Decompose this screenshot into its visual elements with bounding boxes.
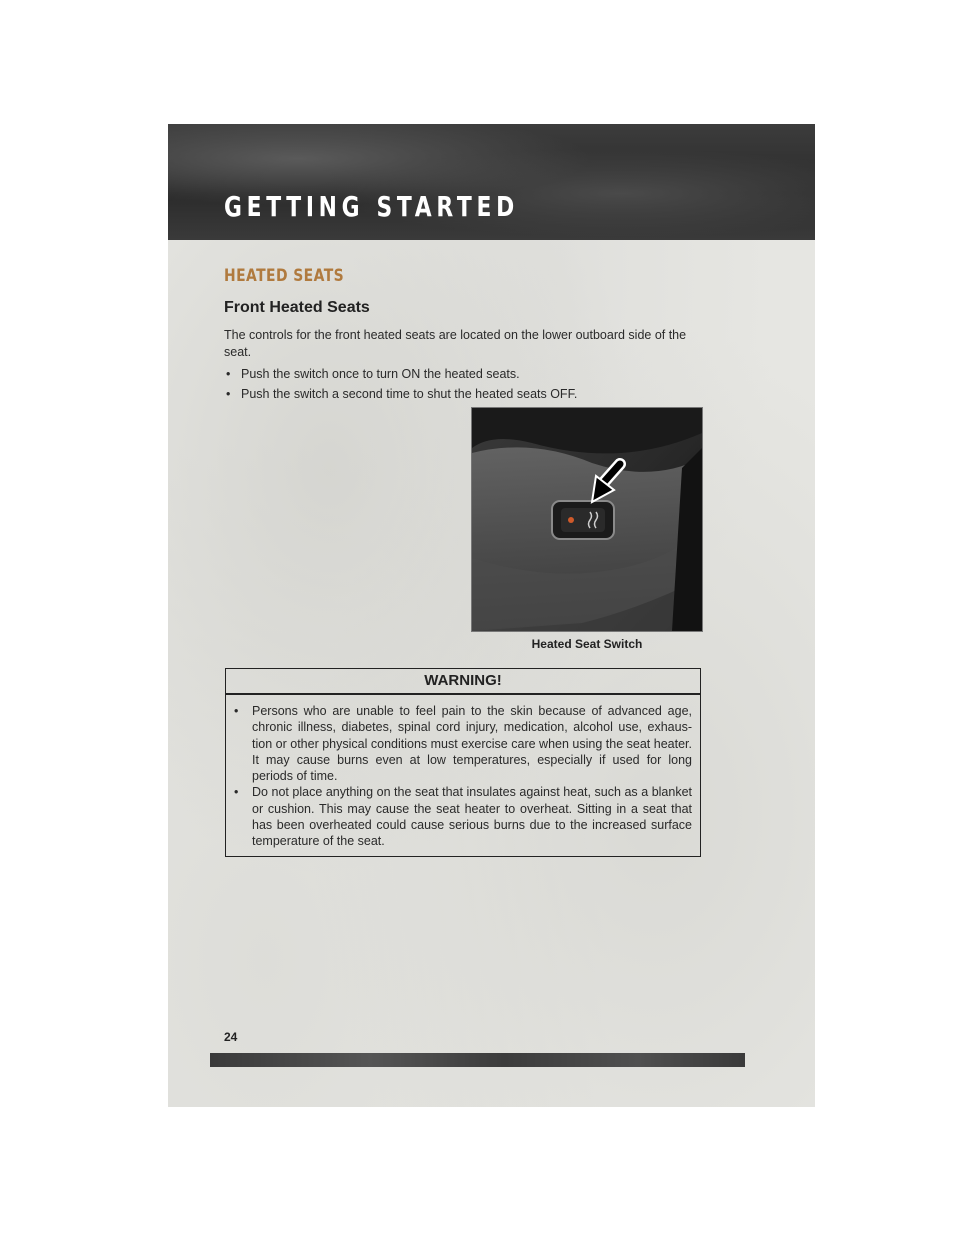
intro-paragraph: The controls for the front heated seats are located on the lower outboard side of the seat. [224,328,687,359]
list-item-text: Push the switch a second time to shut the heated seats OFF. [241,387,578,401]
chapter-title: GETTING STARTED [224,190,519,223]
figure-caption: Heated Seat Switch [531,637,643,651]
bullet-icon: • [234,704,239,718]
manual-page [168,124,815,1107]
bullet-icon: • [226,387,231,401]
header-band [168,124,815,240]
seat-switch-illustration [472,408,702,631]
instruction-list [224,366,704,406]
warning-item-text: Do not place anything on the seat that insulates against heat, such as a blanket or cushion. This may cause the seat heater to overheat. Sitting in a seat that has been overheated could cause serious burns due to the increased surface temperature of the seat. [252,785,692,849]
footer-bar [210,1053,745,1067]
page-number: 24 [224,1030,238,1044]
bullet-icon: • [226,367,231,381]
indicator-light [568,517,574,523]
warning-item-text: Persons who are unable to feel pain to the skin because of advanced age, chronic illness, diabetes, spinal cord injury, medication, alcohol use, exhaus- tion or other physical conditions must exercise care when using the seat heater. It may cause burns even at low temperatures, especially if used for long periods of time. [252,704,692,784]
subsection-title: Front Heated Seats [224,299,370,316]
list-item [224,366,704,382]
section-title: HEATED SEATS [224,266,345,286]
warning-item [234,703,692,784]
list-item-text: Push the switch once to turn ON the heated seats. [241,367,520,381]
switch-button [561,508,605,532]
warning-item [234,784,692,849]
warning-list [226,695,700,850]
list-item [224,386,704,402]
heated-seat-switch-photo [471,407,703,632]
bullet-icon: • [234,785,239,800]
warning-title: WARNING! [226,669,700,695]
warning-box [225,668,701,857]
